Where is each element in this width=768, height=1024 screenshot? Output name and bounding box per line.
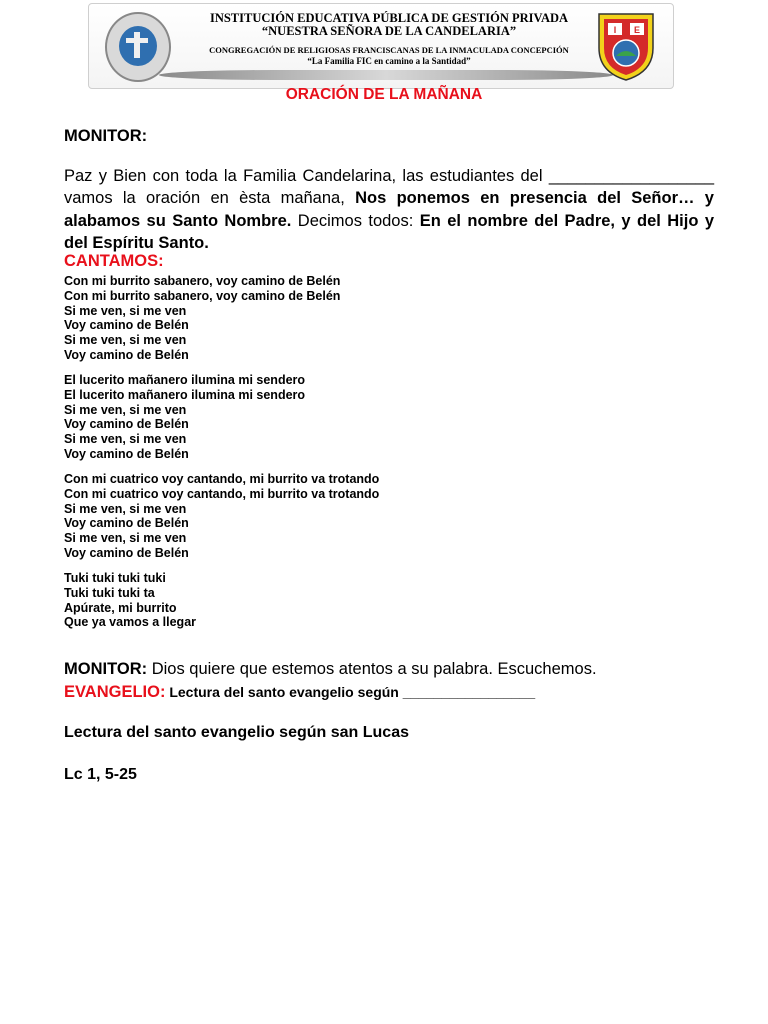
song-line: Voy camino de Belén xyxy=(64,446,189,461)
monitor-text-2: Decimos todos: xyxy=(291,211,420,230)
song-line: Si me ven, si me ven xyxy=(64,333,187,348)
header-institution-type: INSTITUCIÓN EDUCATIVA PÚBLICA DE GESTIÓN PRIVADA xyxy=(209,11,569,25)
song-line: Si me ven, si me ven xyxy=(64,501,187,516)
song-line: Tuki tuki tuki ta xyxy=(64,585,155,600)
song-line: El lucerito mañanero ilumina mi sendero xyxy=(64,387,306,402)
song-line: Tuki tuki tuki tuki xyxy=(64,571,166,585)
monitor-instruction xyxy=(64,660,597,679)
evangelio-text: Lectura del santo evangelio según _________________ xyxy=(165,684,536,700)
song-stanza-2 xyxy=(64,373,305,462)
header-congregation: CONGREGACIÓN DE RELIGIOSAS FRANCISCANAS DE LA INMACULADA CONCEPCIÓN xyxy=(209,45,569,55)
song-stanza-4 xyxy=(64,571,196,630)
song-line: Con mi cuatrico voy cantando, mi burrito va trotando xyxy=(64,486,380,501)
congregation-seal-logo xyxy=(105,12,171,82)
song-line: Con mi burrito sabanero, voy camino de Belén xyxy=(64,274,341,288)
song-stanza-1 xyxy=(64,274,340,363)
song-stanza-3 xyxy=(64,472,379,561)
monitor-label-2: MONITOR: xyxy=(64,660,148,678)
song-line: Voy camino de Belén xyxy=(64,417,189,432)
song-line: El lucerito mañanero ilumina mi sendero xyxy=(64,373,306,387)
song-line: Si me ven, si me ven xyxy=(64,531,187,546)
monitor-label: MONITOR: xyxy=(64,127,148,145)
svg-text:I: I xyxy=(613,25,617,35)
song-line: Voy camino de Belén xyxy=(64,347,189,362)
gospel-citation: Lc 1, 5-25 xyxy=(64,766,137,783)
header-school-name: “NUESTRA SEÑORA DE LA CANDELARIA” xyxy=(261,24,517,38)
monitor-paragraph xyxy=(64,165,714,255)
song-line: Si me ven, si me ven xyxy=(64,432,187,447)
song-line: Voy camino de Belén xyxy=(64,516,189,531)
song-line: Apúrate, mi burrito xyxy=(64,600,177,615)
evangelio-line xyxy=(64,683,535,702)
monitor-instruction-text: Dios quiere que estemos atentos a su palabra. Escuchemos. xyxy=(147,660,597,678)
song-line: Voy camino de Belén xyxy=(64,545,189,560)
song-line: Si me ven, si me ven xyxy=(64,402,187,417)
header-swoosh-decoration xyxy=(159,70,613,80)
page-title: ORACIÓN DE LA MAÑANA xyxy=(285,86,483,103)
monitor-bold-2: En el nombre del Padre, y del Hijo y del Espíritu Santo. xyxy=(64,211,714,252)
song-line: Que ya vamos a llegar xyxy=(64,615,197,630)
school-header-banner xyxy=(88,3,674,89)
evangelio-label: EVANGELIO: xyxy=(64,683,166,701)
monitor-bold-1: Nos ponemos en presencia del Señor… y alabamos su Santo Nombre. xyxy=(64,189,714,230)
song-line: Con mi cuatrico voy cantando, mi burrito va trotando xyxy=(64,472,380,486)
cantamos-heading: CANTAMOS: xyxy=(64,252,164,270)
svg-text:E: E xyxy=(633,25,641,35)
song-line: Con mi burrito sabanero, voy camino de Belén xyxy=(64,288,341,303)
school-shield-logo xyxy=(595,10,657,82)
header-motto: “La Familia FIC en camino a la Santidad” xyxy=(307,56,471,66)
gospel-reading-heading: Lectura del santo evangelio según san Lucas xyxy=(64,724,409,741)
song-line: Voy camino de Belén xyxy=(64,318,189,333)
song-line: Si me ven, si me ven xyxy=(64,303,187,318)
monitor-text-1: Paz y Bien con toda la Familia Candelarina, las estudiantes del __________________ vamos la oración en èsta mañana, xyxy=(64,166,714,207)
